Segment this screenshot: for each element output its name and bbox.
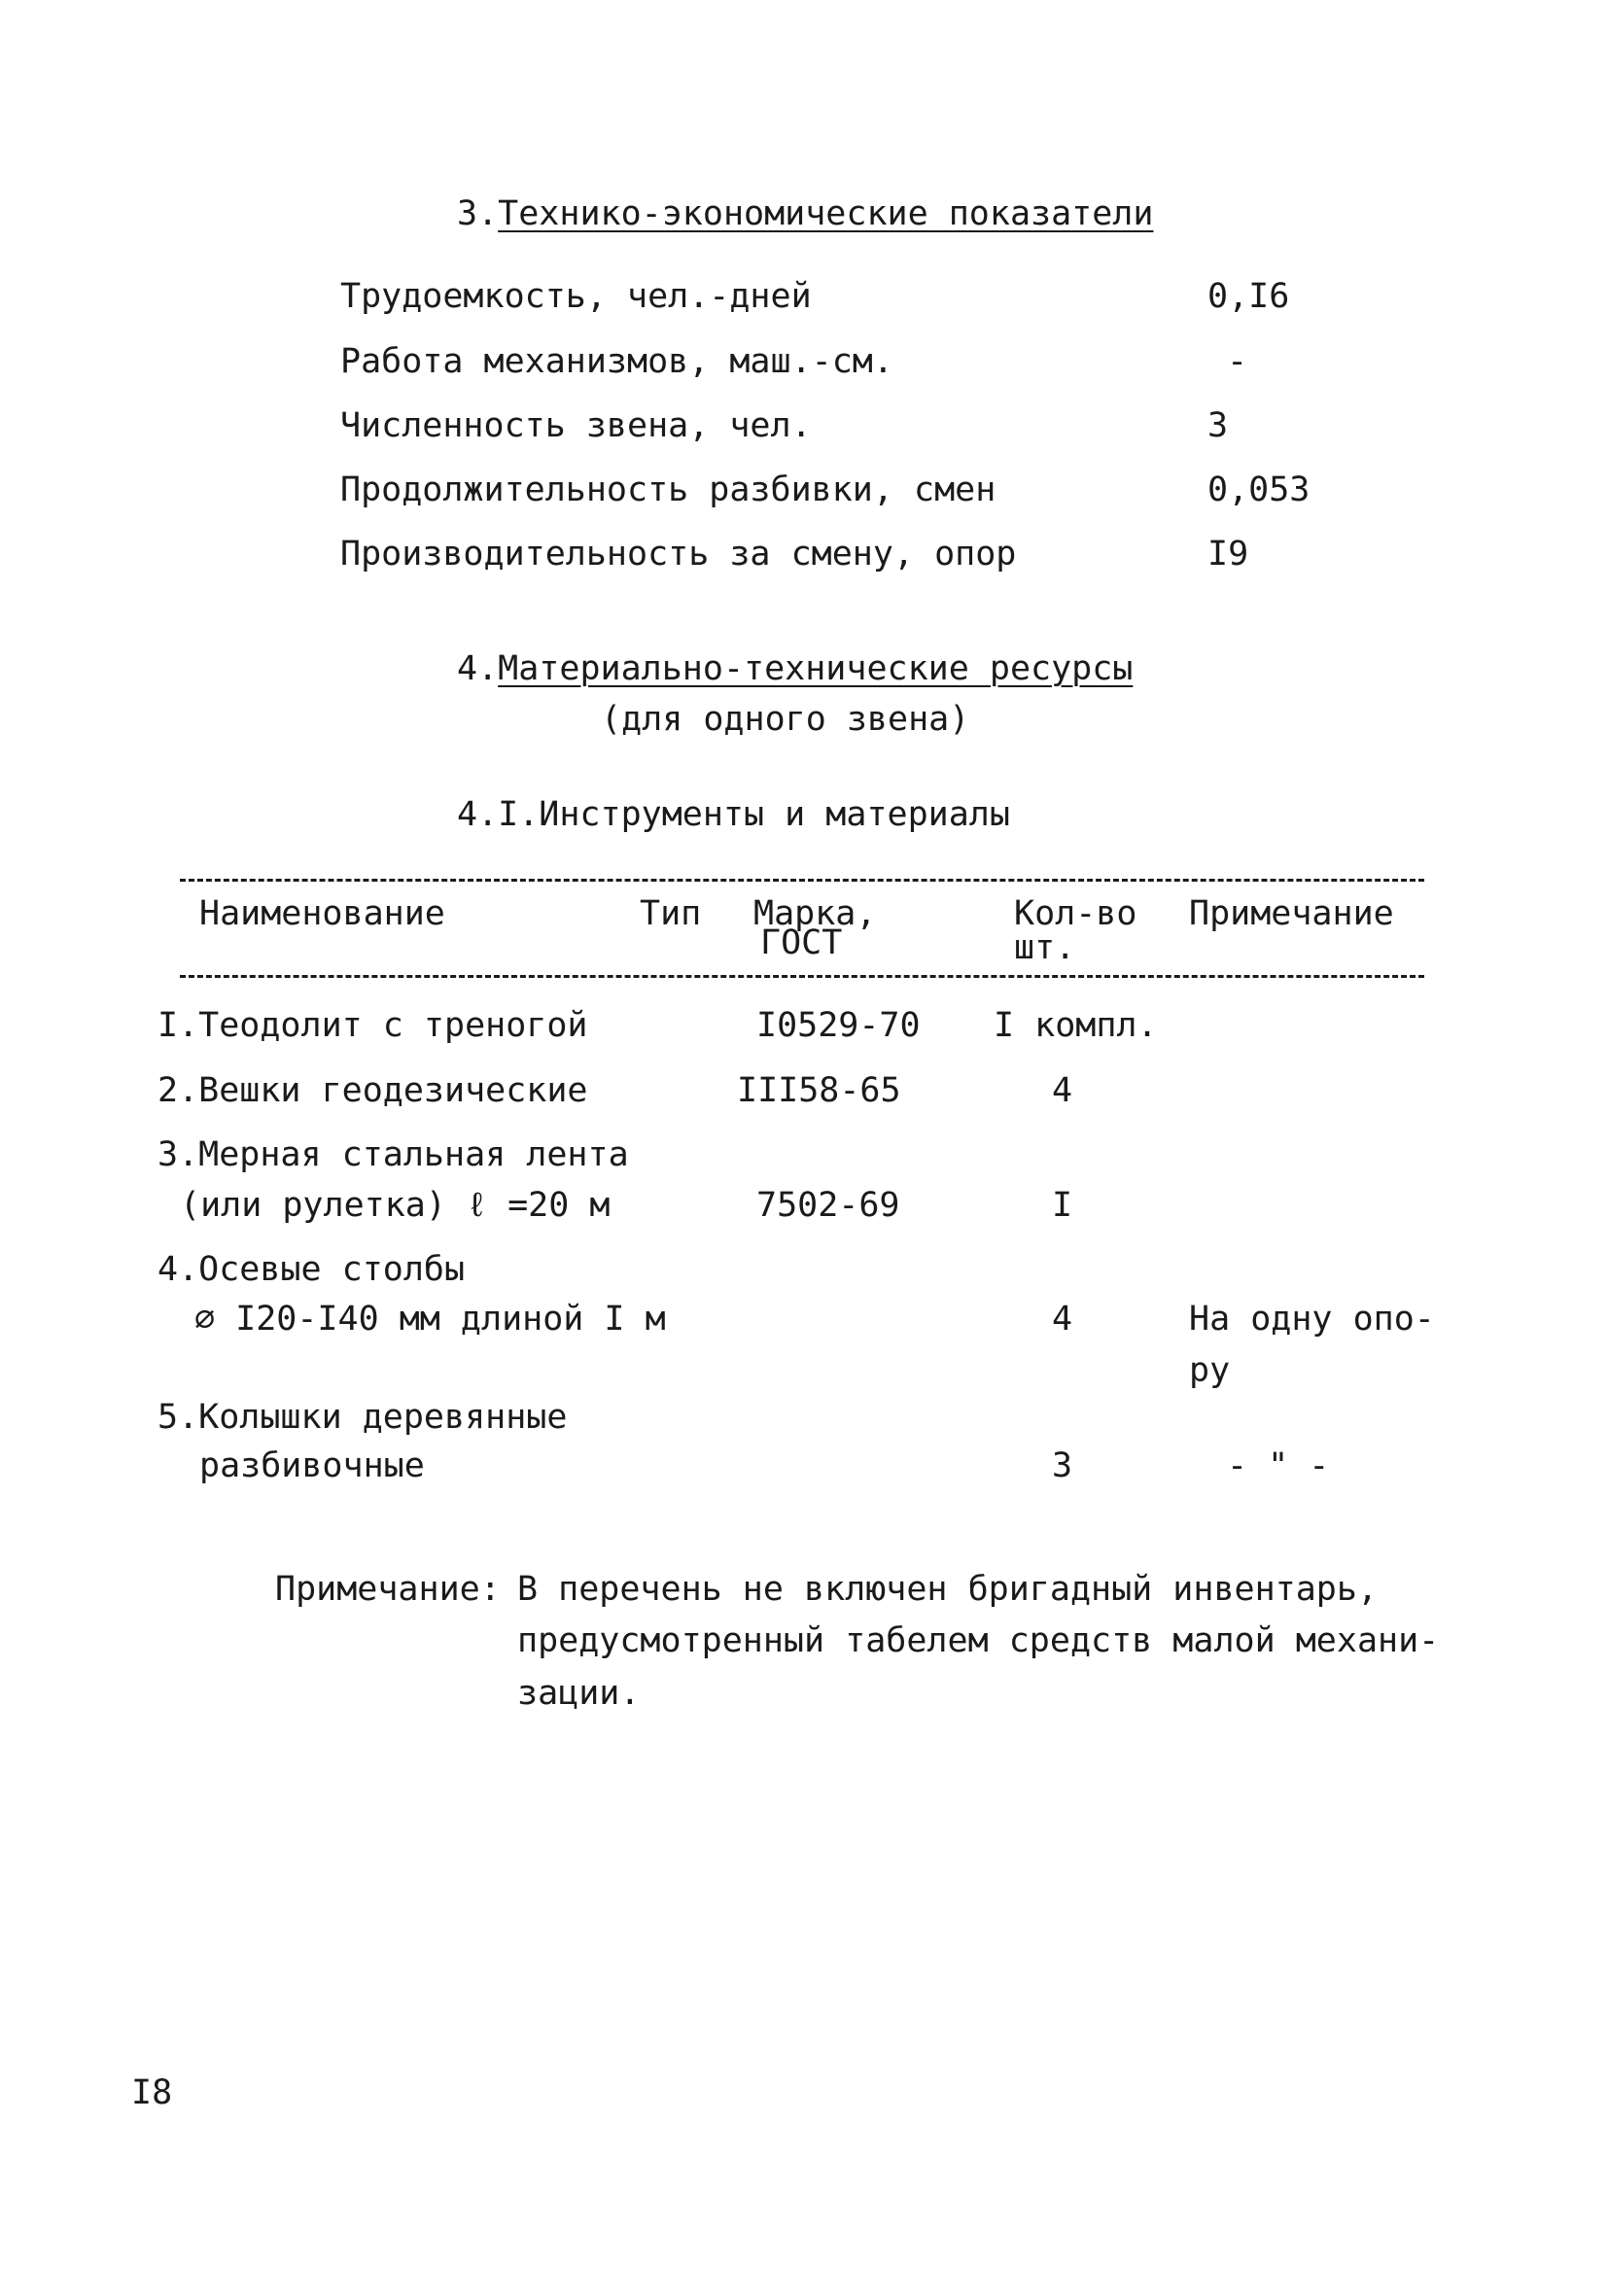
- header-qty-line1: Кол-во: [1014, 894, 1137, 933]
- header-type: Тип: [640, 894, 702, 933]
- note-line-3: зации.: [517, 1674, 641, 1713]
- section-4-heading: [457, 649, 1133, 688]
- indicator-label-1: Трудоемкость, чел.-дней: [340, 277, 812, 316]
- table-header-rule: [180, 975, 1424, 978]
- indicator-value-2: -: [1227, 342, 1248, 381]
- table-row-1-name: I.Теодолит с треногой: [157, 1006, 588, 1045]
- table-top-rule: [180, 879, 1424, 882]
- table-row-2-qty: 4: [1052, 1071, 1073, 1110]
- table-row-4-note-line2: ру: [1189, 1351, 1231, 1390]
- section-3-title: Технико-экономические показатели: [498, 194, 1154, 233]
- subsection-4-1-heading: 4.I.Инструменты и материалы: [457, 795, 1010, 834]
- indicator-label-5: Производительность за смену, опор: [340, 535, 1017, 574]
- table-row-3-mark: 7502-69: [756, 1186, 900, 1225]
- table-row-4-name-line2: ∅ I20-I40 мм длиной I м: [194, 1300, 666, 1339]
- indicator-value-5: I9: [1207, 535, 1249, 574]
- indicator-value-4: 0,053: [1207, 470, 1311, 509]
- section-4-title: Материально-технические ресурсы: [498, 649, 1134, 688]
- section-4-subtitle: (для одного звена): [601, 700, 970, 739]
- note-line-1: В перечень не включен бригадный инвентарь,: [517, 1570, 1379, 1609]
- table-row-3-qty: I: [1052, 1186, 1073, 1225]
- table-row-3-name-line1: 3.Мерная стальная лента: [157, 1135, 629, 1174]
- table-row-3-name-line2: (или рулетка) ℓ =20 м: [180, 1186, 611, 1225]
- table-row-4-name-line1: 4.Осевые столбы: [157, 1250, 466, 1289]
- note-label: Примечание:: [275, 1570, 501, 1609]
- section-4-number: 4.: [457, 649, 499, 688]
- header-mark-line2: ГОСТ: [760, 923, 843, 962]
- table-row-5-name-line2: разбивочные: [199, 1446, 425, 1485]
- table-row-4-note-line1: На одну опо-: [1189, 1300, 1435, 1339]
- section-3-number: 3.: [457, 194, 499, 233]
- header-qty-line2: шт.: [1014, 928, 1076, 967]
- header-note: Примечание: [1189, 894, 1394, 933]
- note-line-2: предусмотренный табелем средств малой механи-: [517, 1621, 1440, 1660]
- header-mark-line1: Марка,: [753, 894, 877, 933]
- indicator-label-4: Продолжительность разбивки, смен: [340, 470, 996, 509]
- table-row-1-qty: I компл.: [994, 1006, 1158, 1045]
- table-row-4-qty: 4: [1052, 1300, 1073, 1339]
- indicator-label-3: Численность звена, чел.: [340, 406, 812, 445]
- indicator-value-3: 3: [1207, 406, 1229, 445]
- table-row-1-mark: I0529-70: [756, 1006, 921, 1045]
- indicator-label-2: Работа механизмов, маш.-см.: [340, 342, 893, 381]
- indicator-value-1: 0,I6: [1207, 277, 1290, 316]
- table-row-5-name-line1: 5.Колышки деревянные: [157, 1398, 568, 1437]
- page-number: I8: [131, 2073, 173, 2112]
- table-row-2-mark: III58-65: [737, 1071, 901, 1110]
- table-row-5-qty: 3: [1052, 1446, 1073, 1485]
- section-3-heading: [457, 194, 1153, 233]
- table-row-5-note: - " -: [1227, 1446, 1330, 1485]
- table-row-2-name: 2.Вешки геодезические: [157, 1071, 588, 1110]
- header-name: Наименование: [199, 894, 445, 933]
